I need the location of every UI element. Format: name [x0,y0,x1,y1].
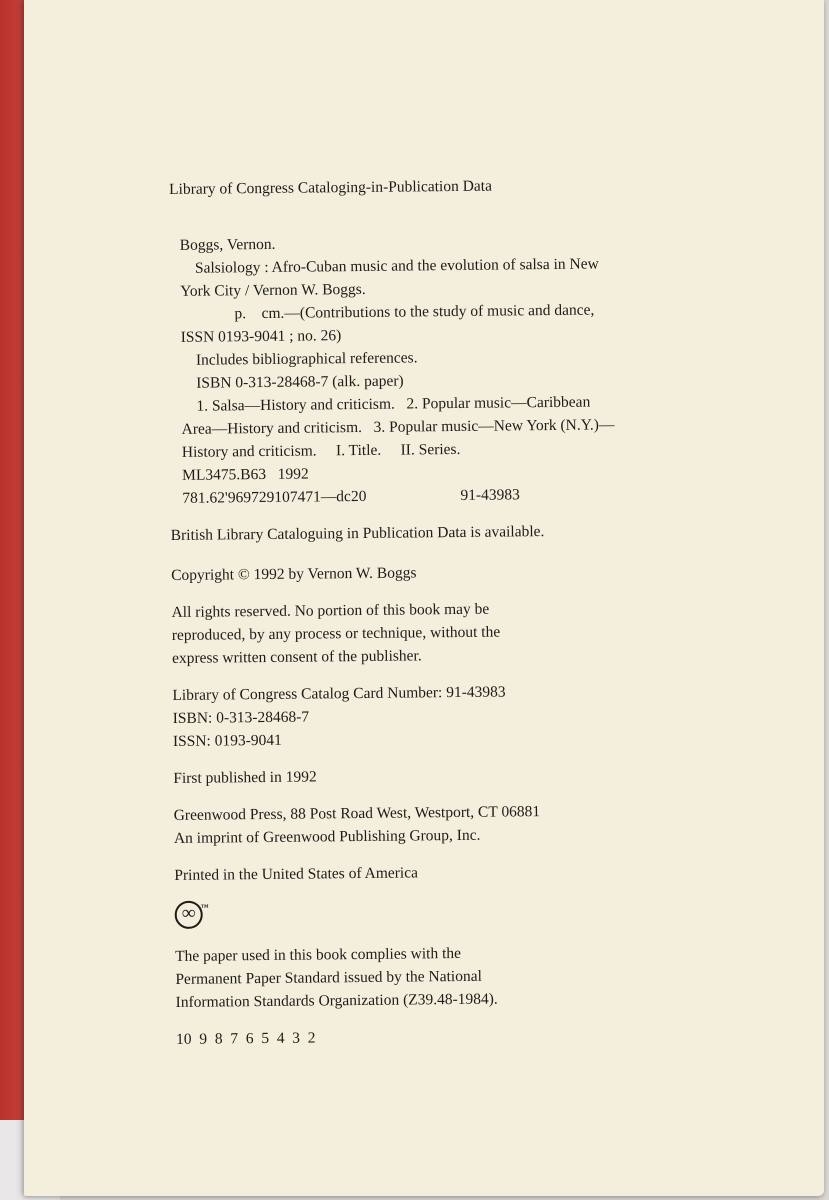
issn-line: ISSN: 0193-9041 [172,731,282,750]
rights-line: All rights reserved. No portion of this book may be [171,600,490,621]
copyright-line [171,559,691,587]
rights-line: express written consent of the publisher. [171,647,422,667]
first-published [173,762,693,790]
isbn-line: ISBN: 0-313-28468-7 [172,708,310,727]
publisher-block [174,799,694,850]
paper-statement [175,940,696,1014]
cip-line: ISBN 0-313-28468-7 (alk. paper) [196,372,404,392]
cip-heading: Library of Congress Cataloging-in-Publication Data [169,177,493,198]
cip-line: ISSN 0193-9041 ; no. 26) [180,327,342,346]
paper-statement-line: Information Standards Organization (Z39.48-1984). [175,990,498,1011]
first-published-text: First published in 1992 [173,768,317,787]
printing-line [176,1023,696,1051]
lccn-line: Library of Congress Catalog Card Number: 91-43983 [172,683,506,704]
cip-line: Area—History and criticism. 3. Popular music—New York (N.Y.)— [181,416,615,438]
cip-line: York City / Vernon W. Boggs. [180,280,366,300]
british-library-note [171,519,691,547]
cip-lccn: 91-43983 [460,486,520,504]
publisher-imprint: An imprint of Greenwood Publishing Group, Inc. [173,826,481,847]
cip-line: p. cm.—(Contributions to the study of music and dance, [234,301,595,323]
copyright-page [24,0,824,1196]
infinity-paper-symbol-icon: ∞ ™ [175,901,203,929]
paper-statement-line: The paper used in this book complies with the [175,944,462,965]
british-library-text: British Library Cataloguing in Publication Data is available. [170,523,545,544]
cip-classification-line [170,482,690,510]
publisher-address: Greenwood Press, 88 Post Road West, Westport, CT 06881 [173,803,541,824]
page-content [167,173,696,1051]
cip-line: Salsiology : Afro-Cuban music and the evolution of salsa in New [194,255,599,277]
cip-line: Boggs, Vernon. [179,235,276,254]
cip-line: ML3475.B63 1992 [182,465,309,484]
rights-block [171,596,692,670]
cip-line: Includes bibliographical references. [195,349,418,369]
cip-block [168,229,691,487]
cip-line: 1. Salsa—History and criticism. 2. Popular music—Caribbean [196,393,591,415]
cip-line: History and criticism. I. Title. II. Series. [181,440,461,461]
identifiers-block [172,679,693,753]
printing-numbers: 10 9 8 7 6 5 4 3 2 [175,1029,316,1048]
copyright-text: Copyright © 1992 by Vernon W. Boggs [171,564,417,584]
dewey-class: 781.62'969729107471—dc20 [182,487,367,507]
printed-in-text: Printed in the United States of America [174,864,419,884]
printed-in [174,859,694,887]
rights-line: reproduced, by any process or technique, without the [171,623,501,644]
paper-statement-line: Permanent Paper Standard issued by the National [175,967,482,988]
